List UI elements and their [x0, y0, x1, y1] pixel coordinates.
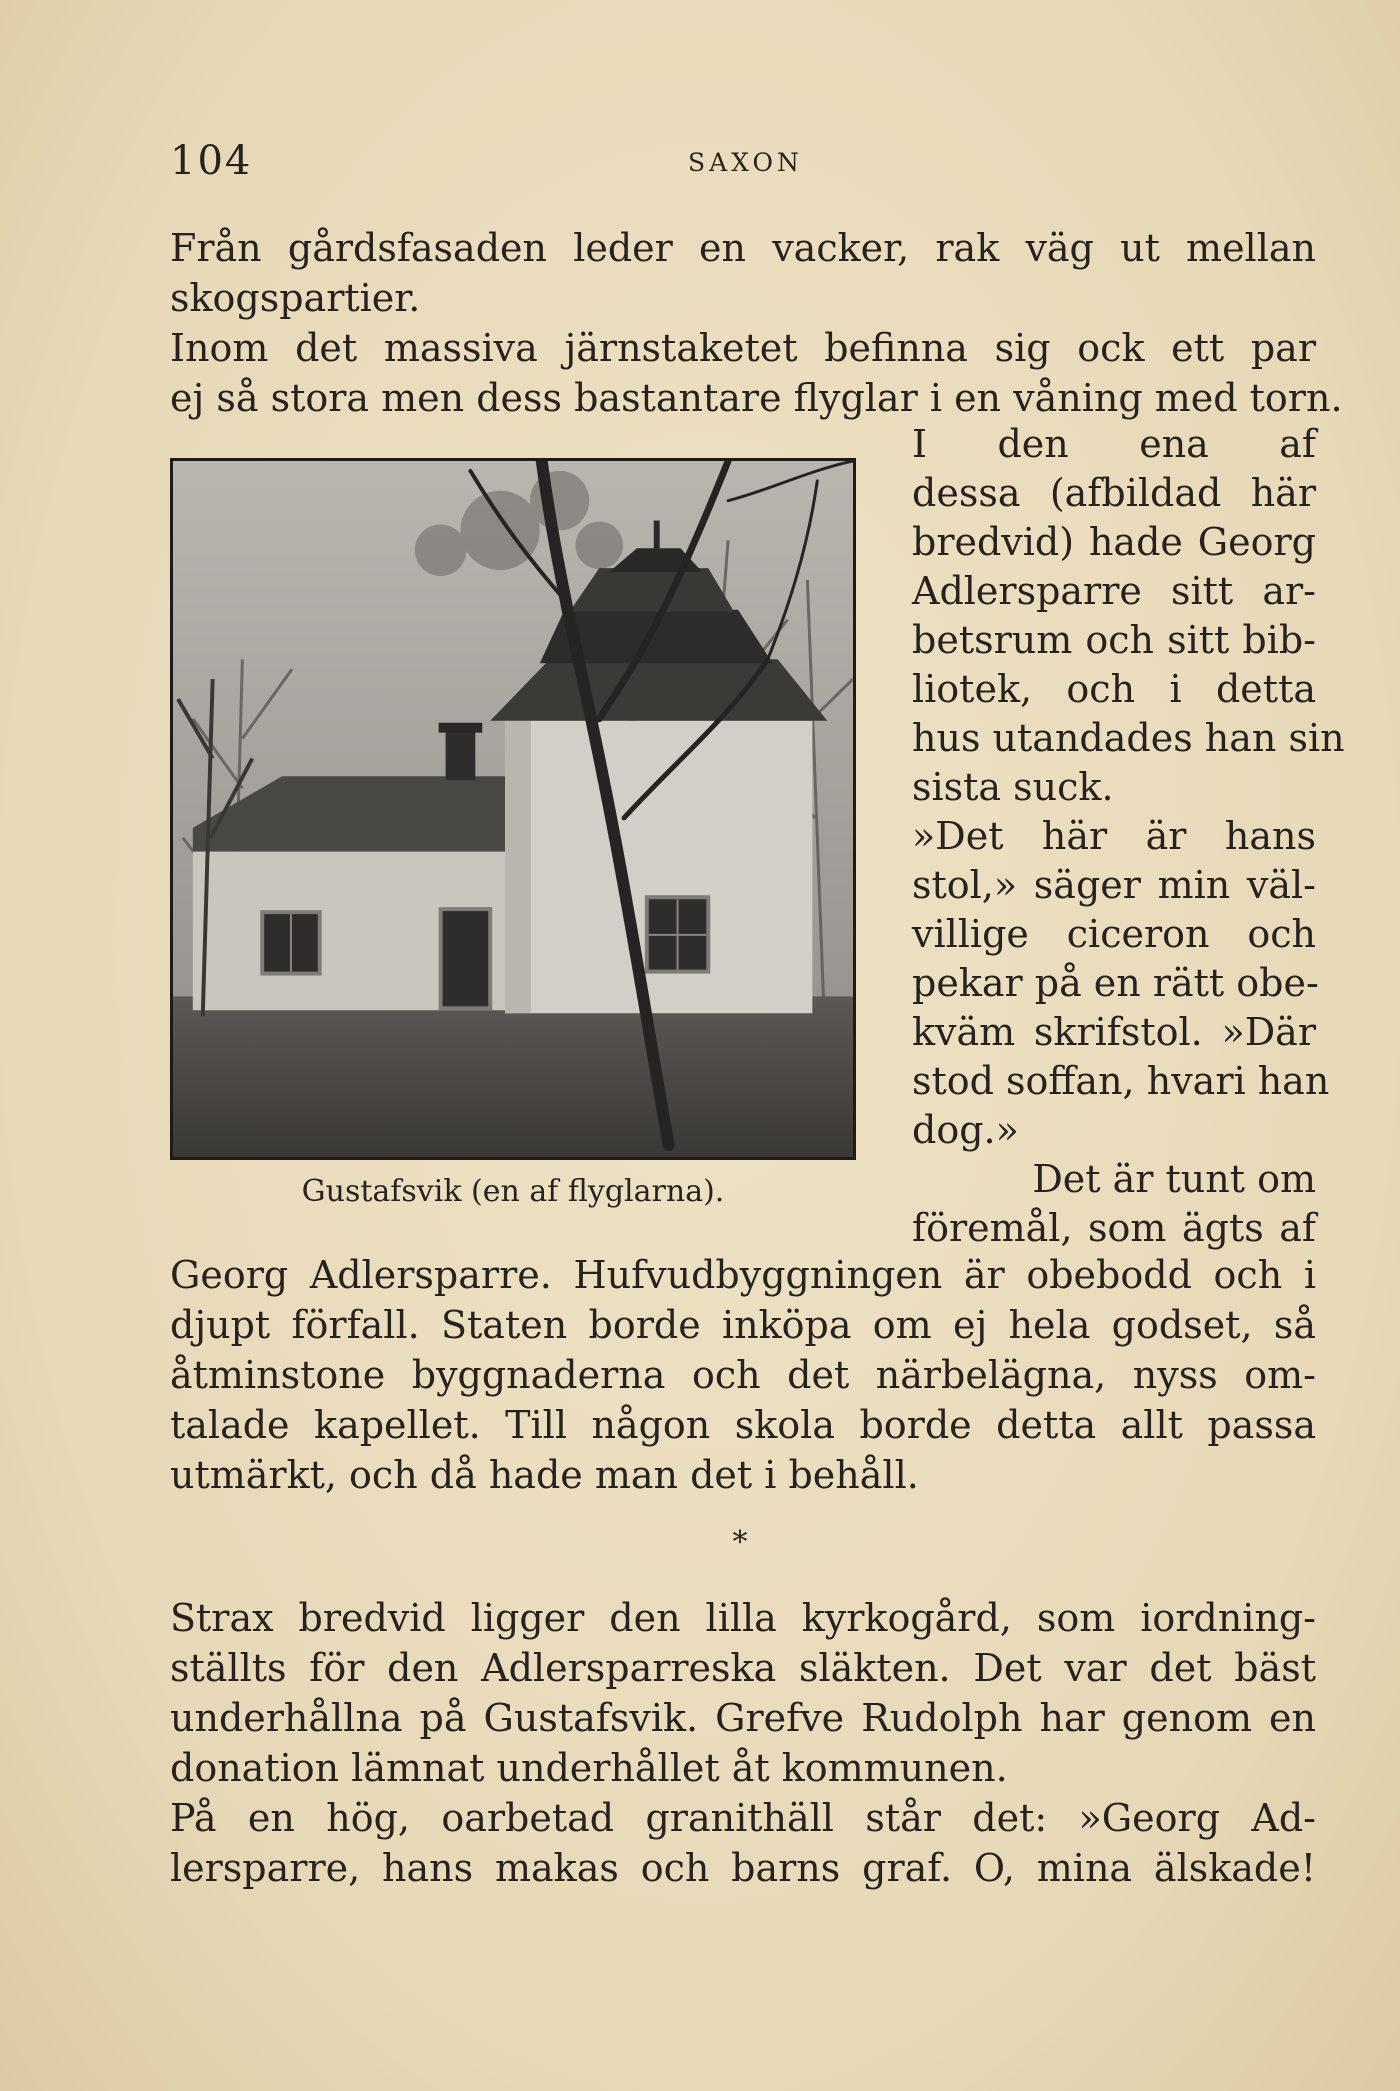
text-line: stol,» säger min väl- — [912, 863, 1316, 907]
section-break-asterisk: * — [732, 1525, 748, 1560]
text-line: villige ciceron och — [912, 912, 1316, 956]
text-line: talade kapellet. Till någon skola borde detta allt passa — [170, 1403, 1316, 1447]
text-line: Strax bredvid ligger den lilla kyrkogård, som iordning- — [170, 1596, 1316, 1640]
text-line: lersparre, hans makas och barns graf. O, mina älskade! — [170, 1846, 1316, 1890]
text-line: Adlersparre sitt ar- — [912, 569, 1316, 613]
page-number: 104 — [170, 138, 253, 184]
text-line: betsrum och sitt bib- — [912, 618, 1316, 662]
text-line: donation lämnat underhållet åt kommunen. — [170, 1746, 1008, 1790]
photo-gustafsvik-wing — [170, 458, 856, 1160]
running-head: SAXON — [688, 148, 803, 177]
text-line: sista suck. — [912, 765, 1114, 809]
text-line: Inom det massiva järnstaketet befinna sig ock ett par — [170, 326, 1316, 370]
text-line: åtminstone byggnaderna och det närbelägna, nyss om- — [170, 1353, 1316, 1397]
text-line: hus utandades han sin — [912, 716, 1345, 760]
text-line: dessa (afbildad här — [912, 471, 1316, 515]
page-header — [170, 138, 1320, 188]
house-photograph — [173, 461, 853, 1157]
text-line: bredvid) hade Georg — [912, 520, 1316, 564]
text-line: dog.» — [912, 1108, 1019, 1152]
text-line: ej så stora men dess bastantare flyglar i en våning med torn. — [170, 376, 1343, 420]
text-line: I den ena af — [912, 422, 1316, 466]
text-line: föremål, som ägts af — [912, 1206, 1316, 1250]
text-line: »Det här är hans — [912, 814, 1316, 858]
text-line: liotek, och i detta — [912, 667, 1316, 711]
text-line: stod soffan, hvari han — [912, 1059, 1330, 1103]
text-line: ställts för den Adlersparreska släkten. Det var det bäst — [170, 1646, 1316, 1690]
text-line: På en hög, oarbetad granithäll står det: »Georg Ad- — [170, 1796, 1316, 1840]
text-line: underhållna på Gustafsvik. Grefve Rudolph har genom en — [170, 1696, 1316, 1740]
text-line: utmärkt, och då hade man det i behåll. — [170, 1453, 919, 1497]
text-line: Det är tunt om — [1032, 1157, 1316, 1201]
text-line: kväm skrifstol. »Där — [912, 1010, 1316, 1054]
text-line: djupt förfall. Staten borde inköpa om ej hela godset, så — [170, 1303, 1316, 1347]
text-line: skogspartier. — [170, 276, 421, 320]
text-line: pekar på en rätt obe- — [912, 961, 1319, 1005]
text-line: Georg Adlersparre. Hufvudbyggningen är obebodd och i — [170, 1253, 1316, 1297]
text-line: Från gårdsfasaden leder en vacker, rak väg ut mellan — [170, 226, 1316, 270]
figure-caption: Gustafsvik (en af flyglarna). — [301, 1174, 725, 1209]
